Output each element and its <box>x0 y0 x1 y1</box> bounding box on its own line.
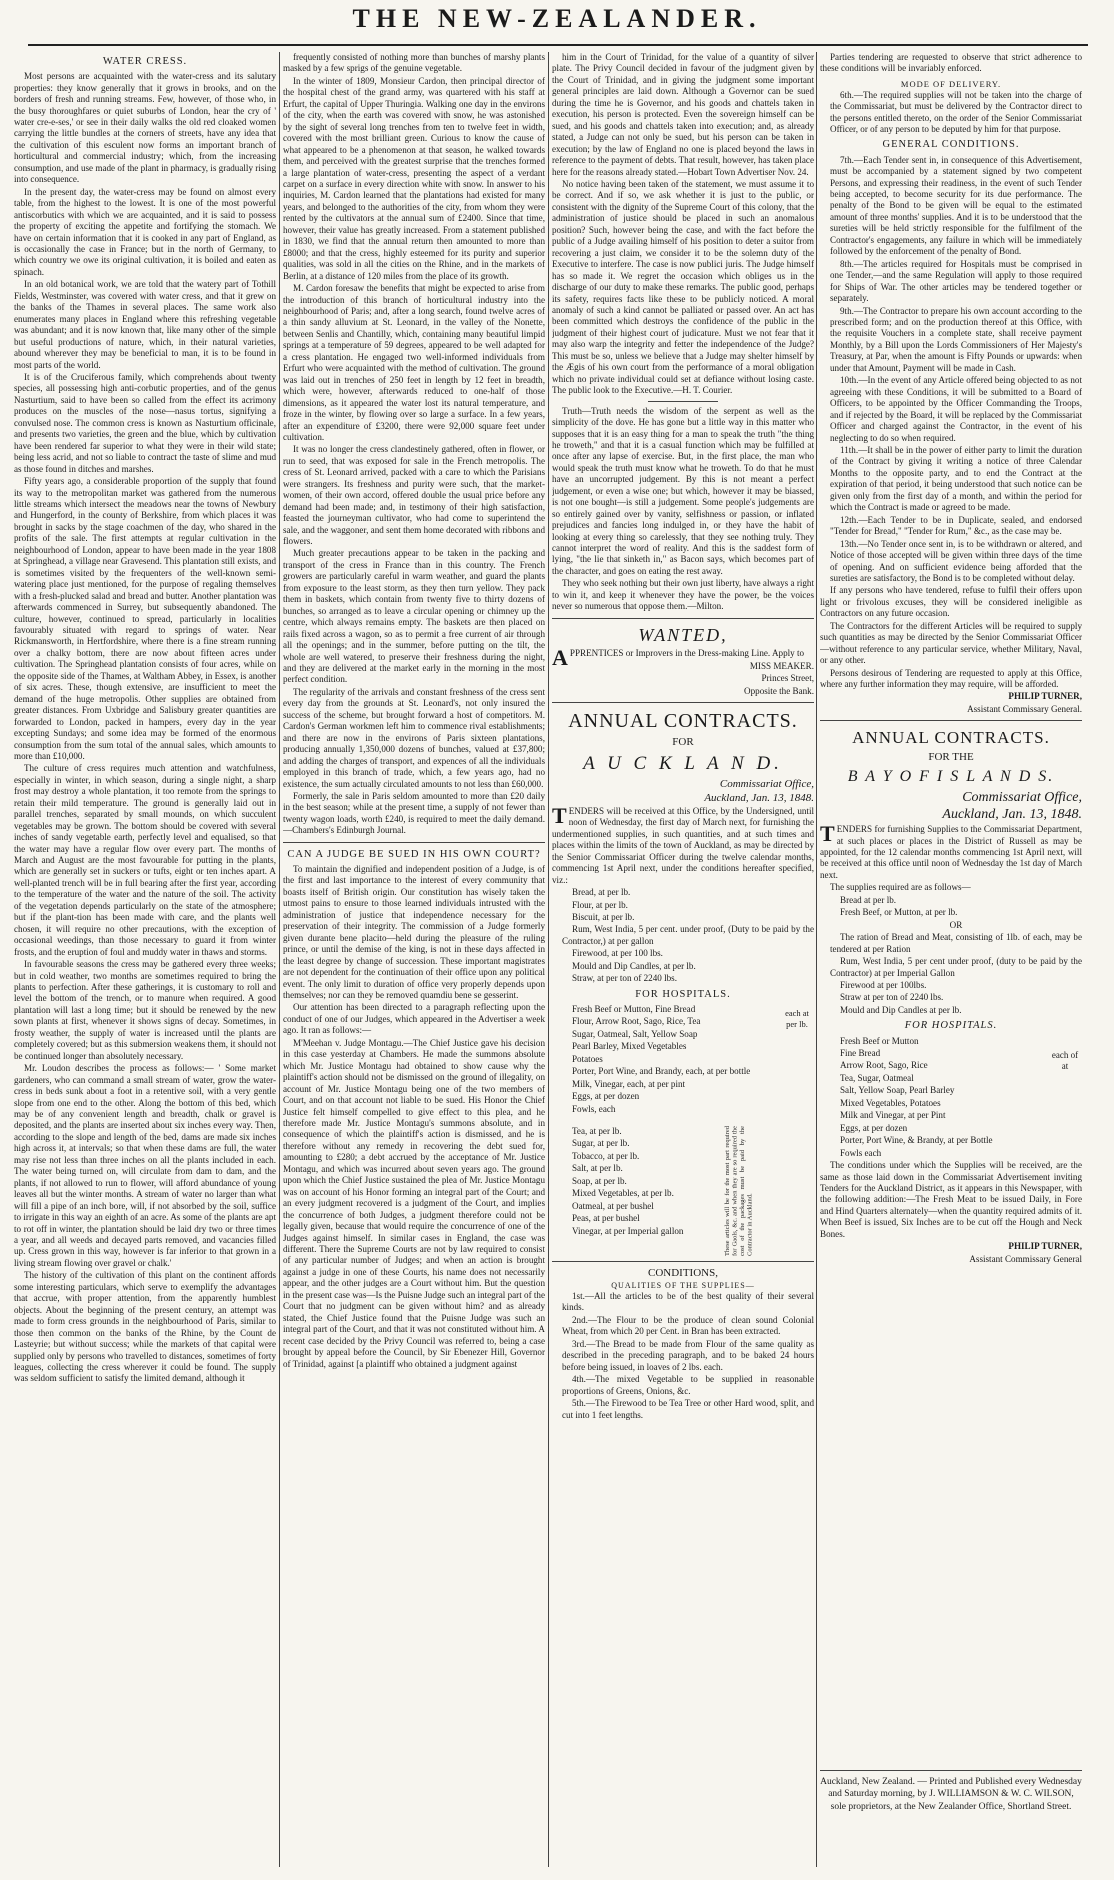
general-condition: 7th.—Each Tender sent in, in consequence of this Advertisement, must be accompanied by a statement signed by two competent Persons, and expressing their readiness, in the event of such Tender being accepted, to become security for its due performance. The penalty of the Bond to be given will be equal to the estimated amount of three months' supplies. And it is to be understood that the sureties will be held strictly responsible for the fulfilment of the Contractor's engagements, any failure in which will be immediately followed by the enforcement of the penalty of Bond. <box>830 154 1082 257</box>
contract-item: Flour, at per lb. <box>572 899 628 910</box>
bay-item: Fresh Beef, or Mutton, at per lb. <box>840 907 958 918</box>
contracts-date: Auckland, Jan. 13, 1848. <box>704 792 814 805</box>
gaol-list <box>552 1126 814 1256</box>
gaol-item: Mixed Vegetables, at per lb. <box>572 1188 674 1199</box>
condition-item: 4th.—The mixed Vegetable to be supplied in reasonable proportions of Greens, Onions, &c. <box>562 1374 814 1396</box>
contracts-intro: TENDERS will be received at this Office, by the Undersigned, until noon of Wednesday, the first day of March next, for furnishing the undermentioned supplies, in such quantities, and at such times and places within the limits of the town of Auckland, as may be directed by the Senior Commissariat Officer during the twelve calendar months, commencing 1st April next, under the conditions hereafter specified, viz.: <box>552 802 814 885</box>
article-paragraph: frequently consisted of nothing more than bunches of marshy plants masked by a few sprigs of the genuine vegetable. <box>283 52 545 74</box>
divider <box>552 618 814 619</box>
contracts-office: Commissariat Office, <box>719 778 814 791</box>
general-conditions-heading: GENERAL CONDITIONS. <box>882 139 1020 151</box>
bay-contracts-date: Auckland, Jan. 13, 1848. <box>942 807 1082 823</box>
bay-signature-title: Assistant Commissary General <box>969 1253 1082 1264</box>
bay-item-or: OR <box>949 919 963 930</box>
contracts-for: FOR <box>672 736 694 749</box>
general-condition: The Contractors for the different Articles will be required to supply such quantities as may be directed by the Senior Commissariat Officer—without reference to any particular service, whether Military, Naval, or any other. <box>820 620 1082 666</box>
article-paragraph: No notice having been taken of the statement, we must assume it to be correct. And if so, we ask whether it is just to the public, or consistent with the dignity of the Supreme Court of this colony, that the administration of justice should be placed in such an anomalous position? Such, however being the case, and with the fact before the public of a Judge availing himself of his position to deter a suitor from recovering a just claim, we consider it to be the solemn duty of the Executive to interfere. The case is now publici juris. The Judge himself has so made it. We regret the occasion which obliges us in the discharge of our duty to make these remarks. The public good, perhaps its safety, requires facts like these to be publicly noticed. A moral anomaly of such a kind cannot be palliated or passed over. An act has been committed which destroys the confidence of the public in the judgment of their highest court of judicature. Must we not fear that it may also warp the integrity and fetter the independence of the Judge? This must be so, unless we believe that a Judge may shelter himself by the Ægis of his own court from the performance of a moral obligation which no private individual could set at defiance without losing caste. The public look to the Executive.—H. T. Courier. <box>552 178 814 396</box>
conditions-subheading: QUALITIES OF THE SUPPLIES— <box>611 1280 755 1290</box>
column-1 <box>14 52 276 1864</box>
article-paragraph: In the present day, the water-cress may be found on almost every table, from the highest to the lowest. It is one of the most powerful antiscorbutics with which we are acquainted, and it is said to possess the property of exciting the appetite and fortifying the stomach. We have on certain information that it is cooked in any part of England, as is occasionally the case in France; but in the north of Germany, to which country we owe its original cultivation, it is boiled and eaten as spinach. <box>14 186 276 277</box>
masthead-rule <box>28 44 1088 46</box>
wanted-address: Princes Street, <box>761 673 814 684</box>
wanted-address: Opposite the Bank. <box>744 685 814 696</box>
hospital-item: Flour, Arrow Root, Sago, Rice, Tea <box>572 1016 701 1027</box>
condition-item: 3rd.—The Bread to be made from Flour of the same quality as described in the preceding paragraph, and to be baked 24 hours before being issued, in loaves of 2 lbs. each. <box>562 1338 814 1372</box>
signature-name: PHILIP TURNER, <box>1008 691 1082 702</box>
article-heading-water-cress: WATER CRESS. <box>102 56 188 67</box>
gaol-item: Salt, at per lb. <box>572 1163 623 1174</box>
column-rule <box>548 52 549 1867</box>
article-paragraph: him in the Court of Trinidad, for the value of a quantity of silver plate. The Privy Council decided in favour of the judgment given by the Court of Trinidad, and in giving the judgment some important general principles are laid down. Although a Governor can be sued during the time he is Governor, and his goods and chattels taken in execution, his person is protected. Even the sovereign himself can be sued, and his goods and chattels taken into execution; and, as already stated, a Judge can not only be sued, but his person can be taken in execution; by the law of England no one is placed beyond the laws in reference to the payment of debts. That result, however, has taken place here for the reasons already stated.—Hobart Town Advertiser Nov. 24. <box>552 52 814 177</box>
contract-item: Mould and Dip Candles, at per lb. <box>572 960 696 971</box>
article-paragraph: In favourable seasons the cress may be gathered every three weeks; but in cold weather, two months are sometimes required to bring the plants to perfection. After these gatherings, it is customary to roll and level the bottom of the trench, or to manure when required. A good plantation will last a long time; but it should be renewed by the new sown plants at first, whenever it shows signs of decay. Sometimes, in frosty weather, the supply of water is increased until the plants are completely covered; but as this submersion weakens them, it should not be continued longer than absolutely necessary. <box>14 959 276 1061</box>
gaol-item: Tobacco, at per lb. <box>572 1150 640 1161</box>
bay-signature-name: PHILIP TURNER, <box>1008 1241 1082 1252</box>
wanted-body: APPRENTICES or Improvers in the Dress-making Line. Apply to <box>552 645 805 671</box>
bay-hospital-item: Porter, Port Wine, & Brandy, at per Bottle <box>840 1135 993 1146</box>
bay-hospital-item: Mixed Vegetables, Potatoes <box>840 1097 941 1108</box>
gaol-sidenote: These articles will be for the most part required for Gaols, &c. and when they are so required the cost of the packages must be paid by the Contractor in Auckland. <box>724 1126 754 1257</box>
column-rule <box>816 52 817 1867</box>
hospital-item: Porter, Port Wine, and Brandy, each, at per bottle <box>572 1066 751 1077</box>
bay-hospitals-list <box>820 1036 1082 1161</box>
delivery-heading: MODE OF DELIVERY. <box>900 78 1002 89</box>
article-paragraph: They who seek nothing but their own just liberty, have always a right to win it, and keep it whenever they have the power, be the voices never so numerous that oppose them.—Milton. <box>552 578 814 612</box>
bay-contracts-title: ANNUAL CONTRACTS. <box>852 728 1050 748</box>
article-paragraph: Fifty years ago, a considerable proportion of the supply that found its way to the metropolitan market was gathered from the numerous little streams which intersect the meadows near the towns of Newbury and Hungerford, in the county of Berkshire, from which places it was brought in sacks by the stage coachmen of the day, who shared in the profits of the sale. The first attempts at regular cultivation in the neighbourhood of London, appear to have been made in the year 1808 at Springhead, a village near Gravesend. This plantation still exists, and is sometimes visited by the frequenters of the well-known semi-watering place just mentioned, for the purpose of regaling themselves with a fresh-plucked salad and bread and butter. Another plantation was afterwards commenced in Surrey, but subsequently abandoned. The culture, however, continued to spread, particularly in localities favourably situated with regard to springs of water. Near Rickmansworth, in Hertfordshire, where there is a fine stream running over a chalky bottom, there are now about fifteen acres under cultivation. The Springhead plantation consists of four acres, while on the opposite side of the Thames, at Waltham Abbey, in Essex, is another of six acres. These, though extensive, are insufficient to meet the demand of the huge metropolis. Other supplies are obtained from greater distances. From Uxbridge and Salisbury greater quantities are forwarded to London, packed in hampers, every day in the year excepting Sundays; and some idea may be formed of the enormous consumption from the sum total of the annual sales, which amounts to more than £10,000. <box>14 476 276 761</box>
article-paragraph: It is of the Cruciferous family, which comprehends about twenty species, all possessing high anti-corbutic properties, and of the genus Nasturtium, said to have been so called from the effect its acrimony produces on the muscles of the nose—nasus tortus, signifying a convulsed nose. The common cress is known as Nasturtium officinale, and presents two varieties, the green and the blue, which by cultivation have been rendered far superior to what they were in their wild state; being less acrid, and not so liable to contract the taste of slime and mud as those found in ditches and marshes. <box>14 372 276 474</box>
general-condition: 11th.—It shall be in the power of either party to limit the duration of the Contract by giving it writing a notice of three Calendar Months to the opposite party, and to end the Contract at the expiration of that period, it being understood that such notice can be given only from the first day of a month, and within the period for which the Contract is made or agreed to be made. <box>830 444 1082 513</box>
article-paragraph: Most persons are acquainted with the water-cress and its salutary properties: they know generally that it grows in brooks, and on the borders of fresh and running streams. Few, however, of those who, in the busy thoroughfares or quiet suburbs of London, hear the cry of ' water cre-e-ses,' or see in their daily walks the old red cloaked women carrying the little bundles at the corners of streets, have any idea that the cultivation of this esculent now forms an important branch of horticultural and commercial industry; which, from the increasing consumption, and use made of the plant in pharmacy, is gradually rising into consequence. <box>14 71 276 185</box>
general-condition: 12th.—Each Tender to be in Duplicate, sealed, and endorsed "Tender for Bread," "Tender for Rum," &c., as the case may be. <box>830 514 1082 537</box>
signature-title: Assistant Commissary General. <box>967 703 1082 714</box>
bay-item: Bread at per lb. <box>840 894 897 905</box>
brace-label: each at per lb. <box>785 1007 809 1029</box>
divider <box>820 720 1082 721</box>
article-paragraph: Truth—Truth needs the wisdom of the serpent as well as the simplicity of the dove. He has gone but a little way in this matter who supposes that it is an easy thing for a man to speak the truth "the thing he troweth," and that it is a casual function which may be fulfilled at once after any lapse of exercise. But, in the first place, the man who would speak the truth must know what he troweth. To do that he must have an uncorrupted judgement. By this is not meant a perfect judgement, or even a wise one; but which, however it may be biassed, is not one bought—is still a judgement. Some people's judgements are so entirely gained over by vanity, selfishness or passion, or inflated prejudices and fancies long indulged in, or they have the habit of looking at every thing so carelessly, that they see nothing truly. They cannot interpret the word of reality. And this is the saddest form of lying, "the lie that sinketh in," as Bacon says, which becomes part of the character, and goes on eating the rest away. <box>552 405 814 576</box>
article-paragraph: The culture of cress requires much attention and watchfulness, especially in winter, in which season, during a single night, a sharp frost may destroy a whole plantation, it too remote from the springs to retain their mild temperature. The ground is generally laid out in parallel trenches, separated by small mounds, on which succulent vegetables may be grown. The bottom should be covered with several inches of sandy vegetable earth, perfectly level and equalised, so that the water may have a regular flow over every part. The months of March and August are the most favourable for putting in the plants, which are generally set in suckers or tufts, eight or ten inches apart. A well-planted trench will be in full bearing after the first year, according to the temperature of the water and the nature of the soil. The activity of the vegetation depends particularly on the state of the atmosphere; but if the plant-tion has been made with care, and the plants well chosen, it will require no other precautions, with the exception of occasional weedings, than those necessary to guard it from winter frosts, and the eruption of foul and muddy water in thaws and storms. <box>14 763 276 957</box>
hospital-item: Potatoes <box>572 1053 603 1064</box>
imprint-footer <box>820 1765 1082 1813</box>
divider <box>820 1770 1082 1771</box>
article-paragraph: Mr. Loudon describes the process as follows:— ' Some market gardeners, who can command a small stream of water, grow the water-cress in beds sunk about a foot in a retentive soil, with a very gentle slope from one end to the other. Along the bottom of this bed, which may be of any convenient length and breadth, chalk or gravel is deposited, and the plants are inserted about six inches every way. Then, according to the slope and length of the bed, dams are made six inches high across it, at intervals; so that when these dams are full, the water may rise not less than three inches on all the plants included in each. The water being turned on, will circulate from dam to dam, and the plants, if not allowed to run to flower, will afford abundance of young leaves all but the winter months. A stream of water no larger than what will fill a pipe of an inch bore, will, if not absorbed by the soil, suffice to irrigate in this way an eighth of an acre. As some of the plants are apt to rot off in winter, the plantation should be laid dry two or three times a year, and all weeds and decayed parts removed, and vacancies filled up. Cress grown in this way, however is far inferior to that grown in a living stream flowing over gravel or chalk.' <box>14 1063 276 1268</box>
article-paragraph: Formerly, the sale in Paris seldom amounted to more than £20 daily in the best season; while at the present time, a supply of not fewer than twenty wagon loads, worth £240, is required to meet the daily demand.—Chambers's Edinburgh Journal. <box>283 791 545 836</box>
column-rule <box>279 52 280 1867</box>
bay-hospital-item: Fowls each <box>840 1147 882 1158</box>
article-paragraph: It was no longer the cress clandestinely gathered, often in flower, or run to seed, that was exposed for sale in the French metropolis. The cress of St. Leonard arrived, packed with a care to which the Parisians were strangers. Its freshness and purity were such, that the market-women, of their own accord, offered double the usual price before any demand had been made; and, in testimony of their high satisfaction, feasted the journeyman cultivator, who had come to superintend the sale, and the waggoner, and sent them home decorated with ribbons and flowers. <box>283 444 545 547</box>
article-paragraph: M'Meehan v. Judge Montagu.—The Chief Justice gave his decision in this case yesterday at Chambers. He made the summons absolute which Mr. Justice Montagu had obtained to show cause why the plaintiff's action should not be dismissed on the ground of illegality, on account of Mr. Justice Montagu being one of the two members of Court, and on that account not liable to be sued. His Honor the Chief Justice felt himself compelled to give effect to this plea, and he therefore made Mr. Justice Montagu's summons absolute, and in consequence of which the plaintiff's action is dismissed, and he is therefore without any remedy in recovering the debt sued for, amounting to £280; a debt accrued by the acceptance of Mr. Justice Montagu, and which was incurred about seven years ago. The ground upon which the Chief Justice sustained the plea of Mr. Justice Montagu was on account of his Honor forming an integral part of the Court; and an every judgment recovered is a judgment of the Court, and implies the concurrence of both Judges, a judgment therefore could not be legally given, because that would require the concurrence of one of the Judges against himself. In similar cases in England, the case was different. There the Supreme Courts are not by law required to consist of any particular number of Judges; and when an action is brought against a judge in one of these Courts, his name does not necessarily appear, and the other judges are a Court without him. But the question in the present case was—Is the Puisne Judge such an integral part of the Court that no judgment can be given without him? and as already stated, the Chief Justice found that the Puisne Judge was such an integral part of the Court, and that it was not constituted without him. A recent case decided by the Privy Council was referred to, being a case brought by appeal before the Council, by Sir Ebenezer Hill, Governor of Trinidad, against [a plaintiff who obtained a judgment against <box>283 1037 545 1369</box>
contracts-title: ANNUAL CONTRACTS. <box>568 710 798 733</box>
gaol-item: Oatmeal, at per bushel <box>572 1200 654 1211</box>
hospitals-heading: FOR HOSPITALS. <box>635 988 731 1000</box>
hospital-item: Milk, Vinegar, each, at per pint <box>572 1078 686 1089</box>
article-paragraph: The regularity of the arrivals and constant freshness of the cress sent every day from the grounds at St. Leonard's, not only insured the success of the scheme, but brought forward a host of competitors. M. Cardon's German workmen left him to commence rival establishments; and there are now in the environs of Paris sixteen plantations, producing annually 1,350,000 dozens of bunches, valued at £37,800; and adding the charges of transport, and expences of all the individuals employed in this branch of trade, which, a few years ago, had no existence, the sum actually circulated amounts to not less than £60,000. <box>283 686 545 789</box>
column-2 <box>283 52 545 1862</box>
bay-contracts-intro: TENDERS for furnishing Supplies to the Commissariat Department, at such places or places in the District of Russell as may be appointed, for the 12 calendar months commencing 1st April next, will be received at this office until noon of Wednesday the 1st day of March next. <box>820 821 1082 880</box>
wanted-title: WANTED, <box>638 624 728 645</box>
condition-item: 2nd.—The Flour to be the produce of clean sound Colonial Wheat, from which 20 per Cent. in Bran has been extracted. <box>562 1314 814 1337</box>
contract-item: Biscuit, at per lb. <box>572 912 635 923</box>
bay-hospital-item: Salt, Yellow Soap, Pearl Barley <box>840 1085 955 1096</box>
conditions-heading: CONDITIONS, <box>648 1267 718 1280</box>
bay-hospital-item: Tea, Sugar, Oatmeal <box>840 1072 914 1083</box>
wanted-name: MISS MEAKER. <box>749 660 814 671</box>
hospital-item: Fowls, each <box>572 1103 616 1114</box>
article-paragraph: The history of the cultivation of this plant on the continent affords some interesting particulars, which serve to exemplify the advantages that accrue, with proper attention, from the apparently humblest objects. About the beginning of the present century, an attempt was made to form cress grounds in the neighbourhood of Paris, similar to those then common on the banks of the Rhine, by the Count de Lasteyrie; but without success; while the markets of that capital were supplied only by persons who travelled to distances, sometimes of forty leagues, collecting the cress wherever it could be found. The supply was seldom sufficient to satisfy the limited demand, although it <box>14 1270 276 1384</box>
bay-hospital-item: Fine Bread <box>840 1047 881 1058</box>
bay-item: Rum, West India, 5 per cent under proof, (duty to be paid by the Contractor) at per Imperial Gallon <box>830 956 1082 978</box>
contracts-place: A U C K L A N D. <box>583 753 783 775</box>
bay-hospital-item: Milk and Vinegar, at per Pint <box>840 1110 946 1121</box>
general-condition: 8th.—The articles required for Hospitals must be comprised in one Tender,—and the same Regulation will apply to those required for Ships of War. The other articles may be tendered together or separately. <box>830 258 1082 304</box>
contracts-auckland <box>552 709 814 1421</box>
imprint-text: Auckland, New Zealand. — Printed and Published every Wednesday and Saturday morning, by J. WILLIAMSON & W. C. WILSON, sole proprietors, at the New Zealander Office, Shortland Street. <box>820 1777 1082 1812</box>
delivery-condition: 6th.—The required supplies will not be taken into the charge of the Commissariat, but must be delivered by the Contractor direct to the persons entitled thereto, on the order of the Senior Commissariat Officer, or of any person to be deputed by him for that purpose. <box>830 89 1082 134</box>
article-paragraph: M. Cardon foresaw the benefits that might be expected to arise from the introduction of this branch of horticultural industry into the neighbourhood of Paris; and, after a long search, found twelve acres of a thin sandy alluvium at St. Leonard, in the valley of the Nonette, between Senlis and Chantilly, which, containing many beautiful limpid springs at a temperature of 59 degrees, appeared to be well adapted for a cress plantation. He engaged two well-informed individuals from Erfurt who were acquainted with the method of cultivation. The ground was laid out in trenches of 250 feet in length by 12 feet in breadth, which were, however, afterwards reduced to one-half of those dimensions, as it appeared the water lost its natural temperature, and froze in the winter, by flowing over so large a surface. In a few years, after an expenditure of £3200, there were 92,000 square feet under cultivation. <box>283 283 545 442</box>
general-condition: 9th.—The Contractor to prepare his own account according to the prescribed form; and on the production thereof at this Office, with the requisite Vouchers in a complete state, shall receive payment Monthly, by a Bill upon the Lords Commissioners of Her Majesty's Treasury, at Par, when the amount is Fifty Pounds or upwards: when under that Amount, Payment will be made in Cash. <box>830 305 1082 373</box>
article-heading-judge: CAN A JUDGE BE SUED IN HIS OWN COURT? <box>287 848 541 860</box>
article-paragraph: In the winter of 1809, Monsieur Cardon, then principal director of the hospital chest of the grand army, was quartered with his staff at Erfurt, the capital of Upper Thuringia. Walking one day in the environs of the city, when the earth was covered with snow, he was astonished by the sight of several long trenches from ten to twelve feet in width, covered with the most brilliant green. Curious to know the cause of what appeared to be a phenomenon at that season, he walked towards them, and perceived with the greatest surprise that the trenches formed a large plantation of water-cress, presenting the aspect of a verdant carpet on a surface in every direction white with snow. In answer to his inquiries, M. Cardon learned that the plantations had existed for many years, and belonged to the authorities of the city, from whom they were rented by the cultivators at the annual sum of £2400. Since that time, however, their value has greatly increased. From a statement published in 1830, we find that the annual return then amounted to more than £8000; and that the cress, highly esteemed for its purity and superior qualities, was sold in all the cities on the Rhine, and in the markets of Berlin, at a distance of 120 miles from the place of its growth. <box>283 75 545 281</box>
gaol-item: Vinegar, at per Imperial gallon <box>572 1225 684 1236</box>
gaol-item: Soap, at per lb. <box>572 1175 627 1186</box>
bay-contracts-office: Commissariat Office, <box>962 789 1082 805</box>
newspaper-title: THE NEW-ZEALANDER. <box>352 4 762 33</box>
hospitals-list <box>552 1004 814 1116</box>
bay-hospital-item: Fresh Beef or Mutton <box>840 1035 919 1046</box>
bay-outro: The conditions under which the Supplies will be received, are the same as those laid down in the Commissariat Advertisement inviting Tenders for the Auckland District, as it appears in this Newspaper, with the following addition:—The Fresh Meat to be issued Daily, in Fore and Hind Quarters alternately—when the quantity required admits of it. When Beef is issued, Six Inches are to be cut off the Hough and Neck Bones. <box>820 1160 1082 1239</box>
hospital-item: Eggs, at per dozen <box>572 1091 640 1102</box>
bay-item: Straw at per ton of 2240 lbs. <box>840 992 944 1003</box>
gaol-item: Tea, at per lb. <box>572 1126 622 1137</box>
contracts-bay-of-islands <box>820 727 1082 1265</box>
article-paragraph: In an old botanical work, we are told that the watery part of Tothill Fields, Westminster, was covered with water cress, and that it grew on the banks of the Thames in several places. The same work also enumerates many places in England where this refreshing vegetable was abundant; and it is now known that, like many other of the simple but useful productions of nature, which, in their natural varieties, abound wherever they may be beneficial to man, it is to be found in most parts of the world. <box>14 279 276 370</box>
contract-item: Rum, West India, 5 per cent. under proof, (Duty to be paid by the Contractor,) at per gallon <box>562 924 814 946</box>
condition-item: 5th.—The Firewood to be Tea Tree or other Hard wood, split, and cut into 1 feet lengths. <box>562 1398 814 1420</box>
condition-item: 1st.—All the articles to be of the best quality of their several kinds. <box>562 1290 814 1313</box>
gaol-item: Peas, at per bushel <box>572 1213 640 1224</box>
article-paragraph: Much greater precautions appear to be taken in the packing and transport of the cress in France than in this country. The French growers are particularly careful in warm weather, and guard the plants from exposure to the least storm, as they then turn yellow. They pack them in baskets, which contain from twenty five to thirty dozens of bunches, so arranged as to leave a circular opening or chimney up the centre, which always remains empty. The baskets are then placed on rails fixed across a wagon, so as to permit a free current of air through all the openings; and in the summer, before putting on the tilt, the whole are well watered, to preserve their freshness during the night, and they are delivered at the market early in the morning in the most perfect condition. <box>283 548 545 685</box>
divider <box>648 401 718 402</box>
hospital-item: Sugar, Oatmeal, Salt, Yellow Soap <box>572 1028 698 1039</box>
gaol-item: Sugar, at per lb. <box>572 1138 630 1149</box>
column-4 <box>820 52 1082 1757</box>
masthead <box>0 4 1114 34</box>
general-condition: If any persons who have tendered, refuse to fulfil their offers upon light or frivolous excuses, they will be considered ineligible as Contractors on any future occasion. <box>820 585 1082 619</box>
contract-item: Straw, at per ton of 2240 lbs. <box>572 973 677 984</box>
divider <box>552 1261 814 1262</box>
general-condition: 13th.—No Tender once sent in, is to be withdrawn or altered, and Notice of those accepted will be given within three days of the time of opening. And on sufficient evidence being afforded that the sureties are satisfactory, the Bond is to be completed without delay. <box>830 538 1082 583</box>
wanted-advertisement <box>552 624 814 697</box>
bay-item: The ration of Bread and Meat, consisting of 1lb. of each, may be tendered at per Ration <box>830 932 1082 954</box>
bay-hospital-item: Arrow Root, Sago, Rice <box>840 1060 928 1071</box>
bay-supplies-intro: The supplies required are as follows— <box>830 882 971 893</box>
bay-hospitals-heading: FOR HOSPITALS. <box>904 1020 998 1032</box>
conditions-intro: Parties tendering are requested to observe that strict adherence to these conditions will be invariably enforced. <box>820 52 1082 74</box>
general-condition: 10th.—In the event of any Article offered being objected to as not agreeing with these Conditions, it will be submitted to a Board of Officers, to be appointed by the Officer Commanding the Troops, and if rejected by the Board, it will be replaced by the Commissariat Officer and charged against the Contractor, in the event of his neglecting to do so when required. <box>830 375 1082 443</box>
article-paragraph: Our attention has been directed to a paragraph reflecting upon the conduct of one of our Judges, which appeared in the Advertiser a week ago. It ran as follows:— <box>283 1002 545 1036</box>
divider <box>283 842 545 843</box>
bay-brace-label: each of at <box>1051 1049 1079 1071</box>
hospital-item: Fresh Beef or Mutton, Fine Bread <box>572 1003 696 1014</box>
bay-contracts-for: FOR THE <box>928 750 974 763</box>
bay-item: Mould and Dip Candles at per lb. <box>840 1004 962 1015</box>
contract-item: Firewood, at per 100 lbs. <box>572 948 663 959</box>
article-paragraph: To maintain the dignified and independent position of a Judge, is of the first and last importance to the interest of every community that boasts itself of British origin. Our constitution has wisely taken the utmost pains to ensure to those learned individuals intrusted with the administration of justice that independence necessary for the preservation of their integrity. The commission of a Judge formerly given durante bene placito—held during the pleasure of the ruling prince, or until the demise of the king, is not in these days affected in the least degree by change of succession. These important magistrates are not dependent for the continuation of their office upon any political event. The only limit to duration of office very properly depends upon themselves; nor can they be removed quamdiu bene se gesserint. <box>283 864 545 1001</box>
bay-item: Firewood at per 100lbs. <box>840 979 927 990</box>
contract-item: Bread, at per lb. <box>572 887 631 898</box>
divider <box>552 702 814 703</box>
bay-hospital-item: Eggs, at per dozen <box>840 1122 908 1133</box>
general-condition: Persons desirous of Tendering are requested to apply at this Office, where any further information they may require, will be afforded. <box>820 667 1082 690</box>
bay-contracts-place: B A Y O F I S L A N D S. <box>847 767 1055 785</box>
column-3 <box>552 52 814 1862</box>
hospital-item: Pearl Barley, Mixed Vegetables <box>572 1041 687 1052</box>
